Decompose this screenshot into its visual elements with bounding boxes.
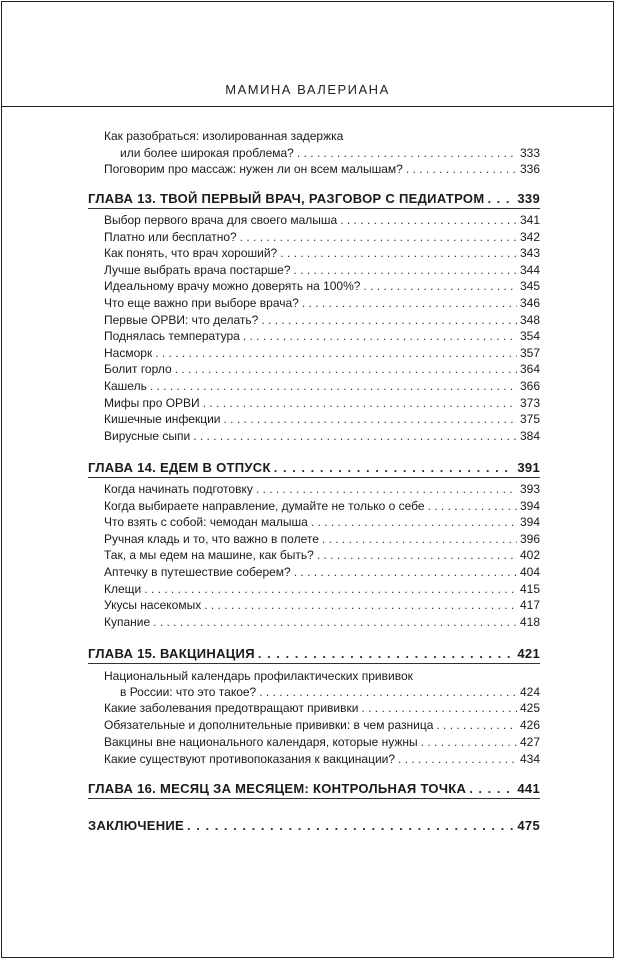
toc-entry[interactable] <box>88 751 540 767</box>
toc-entry[interactable] <box>88 700 540 716</box>
toc-entry-page: 394 <box>519 515 540 530</box>
toc-entry-title: Какие существуют противопоказания к вакцинации? <box>104 752 396 766</box>
chapter-title: ГЛАВА 16. МЕСЯЦ ЗА МЕСЯЦЕМ: КОНТРОЛЬНАЯ ТОЧКА <box>88 781 467 796</box>
chapter-divider <box>88 477 540 478</box>
toc-entry-page: 348 <box>519 312 540 327</box>
toc-entry[interactable] <box>88 212 540 228</box>
toc-entry-title: Лучше выбрать врача постарше? <box>104 262 291 277</box>
toc-entry-title: Купание <box>104 614 151 629</box>
toc-entry-line1: Как разобраться: изолированная задержка <box>104 129 344 143</box>
toc-entry-title: Что взять с собой: чемодан малыша <box>104 515 308 530</box>
toc-entry-title: Обязательные и дополнительные прививки: в чем разница <box>104 718 434 732</box>
toc-entry-title: Поговорим про массаж: нужен ли он всем малышам? <box>104 162 403 176</box>
toc-entry-title: Когда выбираете направление, думайте не только о себе <box>104 498 425 513</box>
toc-entry[interactable] <box>88 145 540 161</box>
toc-entry-page: 346 <box>519 296 540 310</box>
toc-entry-title: Что еще важно при выборе врача? <box>104 296 299 310</box>
toc-entry-title: Идеальному врачу можно доверять на 100%? <box>104 279 361 294</box>
toc-entry-title: Так, а мы едем на машине, как быть? <box>104 548 314 563</box>
toc-entry-page: 342 <box>519 229 540 244</box>
toc-entry[interactable] <box>88 378 540 394</box>
toc-entry[interactable] <box>88 581 540 597</box>
toc-entry-page: 424 <box>519 685 540 699</box>
toc-entry-title: или более широкая проблема? <box>120 146 294 160</box>
toc-entry-page: 396 <box>519 531 540 546</box>
chapter-heading-14[interactable] <box>88 460 540 476</box>
toc-entry-title: Какие заболевания предотвращают прививки <box>104 701 359 715</box>
toc-entry[interactable] <box>88 531 540 547</box>
toc-entry-page: 384 <box>519 428 540 443</box>
toc-entry[interactable] <box>88 514 540 530</box>
toc-entry[interactable] <box>88 328 540 344</box>
toc-entry[interactable] <box>88 395 540 411</box>
toc-entry[interactable] <box>88 597 540 613</box>
toc-entry[interactable] <box>88 411 540 427</box>
toc-entry[interactable] <box>88 428 540 444</box>
toc-entry[interactable] <box>88 717 540 733</box>
chapter-page: 421 <box>517 646 540 661</box>
toc-entry-title: Мифы про ОРВИ <box>104 395 200 410</box>
toc-entry-page: 366 <box>519 379 540 393</box>
toc-entry-page: 357 <box>519 345 540 360</box>
toc-entry-title: Болит горло <box>104 362 172 377</box>
toc-entry-page: 393 <box>519 482 540 496</box>
conclusion-heading[interactable] <box>88 818 540 834</box>
toc-entry-page: 364 <box>519 362 540 377</box>
toc-entry[interactable] <box>88 547 540 563</box>
toc-entry-page: 344 <box>519 262 540 277</box>
toc-entry[interactable] <box>88 481 540 497</box>
toc-entry[interactable] <box>88 278 540 294</box>
toc-entry[interactable] <box>88 295 540 311</box>
toc-entry[interactable] <box>88 361 540 377</box>
toc-entry-title: Платно или бесплатно? <box>104 229 237 244</box>
toc-entry[interactable] <box>88 262 540 278</box>
toc-entry[interactable] <box>88 498 540 514</box>
chapter-title: ГЛАВА 14. ЕДЕМ В ОТПУСК <box>88 460 271 475</box>
toc-entry-page: 345 <box>519 279 540 294</box>
toc-entry-page: 427 <box>519 735 540 749</box>
chapter-divider <box>88 208 540 209</box>
chapter-divider <box>88 663 540 664</box>
conclusion-page: 475 <box>517 818 540 833</box>
chapter-page: 441 <box>517 781 540 796</box>
toc-entry-page: 336 <box>519 162 540 176</box>
toc-entry-page: 425 <box>519 701 540 715</box>
toc-entry[interactable] <box>88 161 540 177</box>
toc-entry-page: 375 <box>519 412 540 427</box>
chapter-heading-15[interactable] <box>88 646 540 662</box>
book-title: МАМИНА ВАЛЕРИАНА <box>225 82 390 97</box>
toc-entry-page: 404 <box>519 565 540 579</box>
toc-entry[interactable] <box>88 345 540 361</box>
chapter-heading-13[interactable] <box>88 191 540 207</box>
toc-entry-page: 394 <box>519 498 540 513</box>
chapter-title: ГЛАВА 13. ТВОЙ ПЕРВЫЙ ВРАЧ, РАЗГОВОР С ПЕДИАТРОМ <box>88 191 485 206</box>
toc-entry-title: Выбор первого врача для своего малыша <box>104 213 338 227</box>
chapter-page: 391 <box>517 460 540 475</box>
toc-entry[interactable] <box>88 312 540 328</box>
toc-entry-page: 418 <box>519 614 540 629</box>
toc-entry-title: Насморк <box>104 345 153 360</box>
toc-entry-title: Ручная кладь и то, что важно в полете <box>104 531 319 546</box>
chapter-page: 339 <box>517 191 540 206</box>
toc-entry-title: Первые ОРВИ: что делать? <box>104 312 259 327</box>
toc-entry-page: 417 <box>519 598 540 613</box>
toc-entry[interactable] <box>88 614 540 630</box>
chapter-divider <box>88 798 540 799</box>
toc-entry-page: 426 <box>519 718 540 732</box>
running-header <box>2 2 613 107</box>
toc-entry-page: 402 <box>519 548 540 563</box>
toc-entry-page: 333 <box>519 146 540 160</box>
toc-entry-title: Когда начинать подготовку <box>104 482 253 496</box>
toc-entry-title: Клещи <box>104 581 142 596</box>
toc-entry-title: Аптечку в путешествие соберем? <box>104 565 291 579</box>
toc-entry-title: Как понять, что врач хороший? <box>104 246 278 261</box>
conclusion-title: ЗАКЛЮЧЕНИЕ <box>88 818 185 833</box>
chapter-heading-16[interactable] <box>88 781 540 797</box>
toc-entry[interactable] <box>88 245 540 261</box>
toc-entry-line1: Национальный календарь профилактических прививок <box>104 669 413 683</box>
toc-entry[interactable] <box>88 229 540 245</box>
toc-entry[interactable] <box>88 734 540 750</box>
toc-entry-title: Поднялась температура <box>104 329 240 344</box>
chapter-title: ГЛАВА 15. ВАКЦИНАЦИЯ <box>88 646 255 661</box>
toc-entry-page: 354 <box>519 329 540 344</box>
toc-entry-page: 434 <box>519 752 540 766</box>
toc-entry-title: Вакцины вне национального календаря, которые нужны <box>104 735 418 749</box>
toc-entry-page: 343 <box>519 246 540 261</box>
toc-entry-page: 373 <box>519 395 540 410</box>
toc-entry[interactable] <box>88 684 540 700</box>
toc-entry-title: Кашель <box>104 379 147 393</box>
toc-entry-page: 341 <box>519 213 540 227</box>
toc-entry-page: 415 <box>519 581 540 596</box>
toc-entry-title: Кишечные инфекции <box>104 412 221 427</box>
toc-entry-title: Вирусные сыпи <box>104 428 191 443</box>
toc-entry-title: Укусы насекомых <box>104 598 202 613</box>
toc-entry[interactable] <box>88 564 540 580</box>
toc-entry-title: в России: что это такое? <box>120 685 257 699</box>
